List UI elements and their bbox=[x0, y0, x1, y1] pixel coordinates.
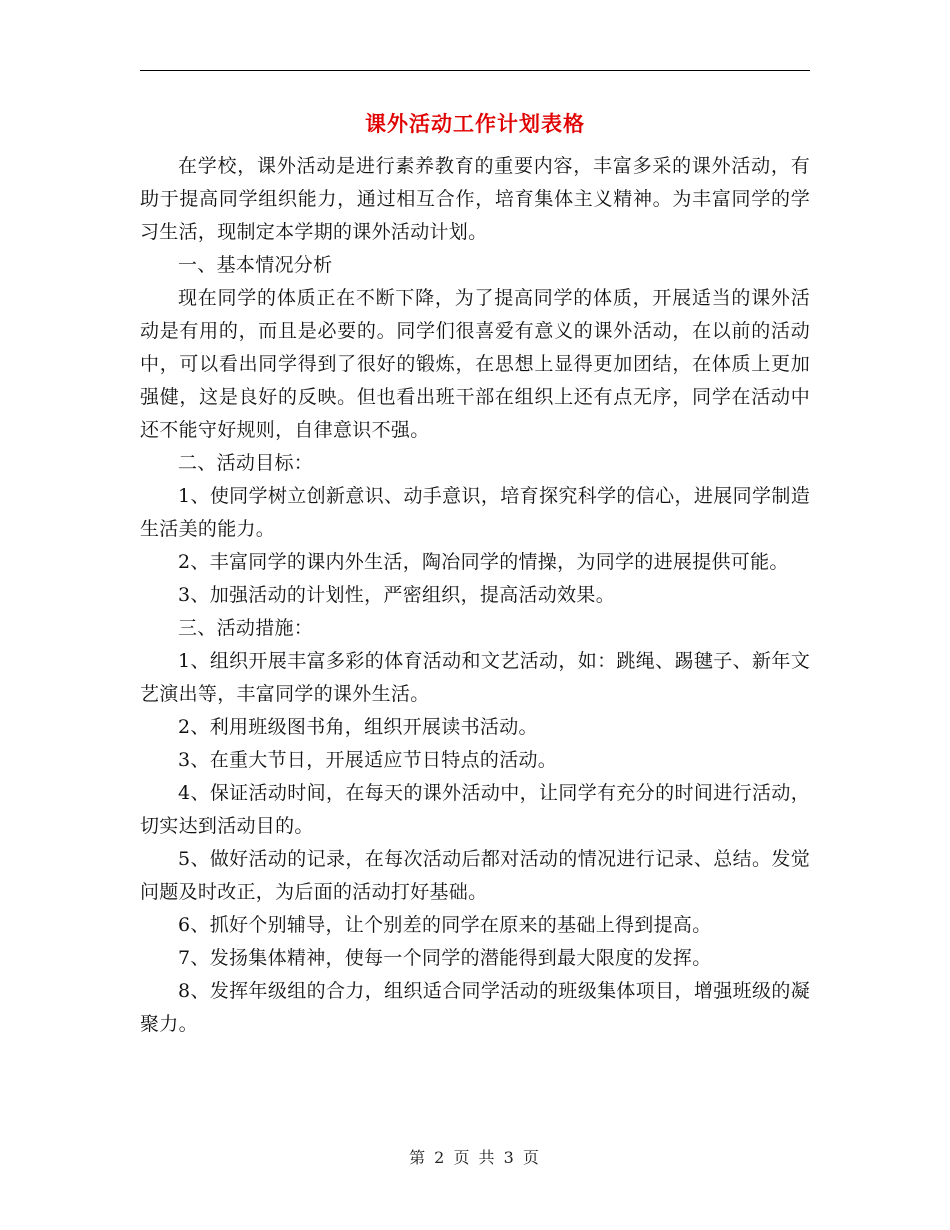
measure-item: 6、抓好个别辅导，让个别差的同学在原来的基础上得到提高。 bbox=[178, 914, 712, 936]
header-rule bbox=[140, 70, 810, 71]
document-body bbox=[140, 150, 810, 1041]
goal-item: 3、加强活动的计划性，严密组织，提高活动效果。 bbox=[178, 584, 615, 606]
measure-item: 7、发扬集体精神，使每一个同学的潜能得到最大限度的发挥。 bbox=[178, 947, 712, 969]
paragraph-situation: 现在同学的体质正在不断下降，为了提高同学的体质，开展适当的课外活动是有用的，而且是必要的。同学们很喜爱有意义的课外活动，在以前的活动中，可以看出同学得到了很好的锻炼，在思想上显得更加团结，在体质上更加强健，这是良好的反映。但也看出班干部在组织上还有点无序，同学在活动中还不能守好规则，自律意识不强。 bbox=[140, 287, 810, 441]
heading-situation-analysis: 一、基本情况分析 bbox=[178, 254, 333, 276]
paragraph-intro: 在学校，课外活动是进行素养教育的重要内容，丰富多采的课外活动，有助于提高同学组织能力，通过相互合作，培育集体主义精神。为丰富同学的学习生活，现制定本学期的课外活动计划。 bbox=[140, 155, 810, 243]
heading-activity-measures: 三、活动措施： bbox=[178, 617, 314, 639]
measure-item: 3、在重大节日，开展适应节日特点的活动。 bbox=[178, 749, 558, 771]
goal-item: 1、使同学树立创新意识、动手意识，培育探究科学的信心，进展同学制造生活美的能力。 bbox=[140, 485, 810, 540]
goal-item: 2、丰富同学的课内外生活，陶冶同学的情操，为同学的进展提供可能。 bbox=[178, 551, 789, 573]
page-footer: 第 2 页 共 3 页 bbox=[409, 1148, 541, 1167]
document-title: 课外活动工作计划表格 bbox=[365, 112, 585, 136]
measure-item: 4、保证活动时间，在每天的课外活动中，让同学有充分的时间进行活动，切实达到活动目的。 bbox=[140, 782, 810, 837]
heading-activity-goals: 二、活动目标： bbox=[178, 452, 314, 474]
measure-item: 2、利用班级图书角，组织开展读书活动。 bbox=[178, 716, 538, 738]
measure-item: 5、做好活动的记录，在每次活动后都对活动的情况进行记录、总结。发觉问题及时改正，为后面的活动打好基础。 bbox=[140, 848, 810, 903]
measure-item: 1、组织开展丰富多彩的体育活动和文艺活动，如：跳绳、踢毽子、新年文艺演出等，丰富同学的课外生活。 bbox=[140, 650, 810, 705]
measure-item: 8、发挥年级组的合力，组织适合同学活动的班级集体项目，增强班级的凝聚力。 bbox=[140, 980, 810, 1035]
